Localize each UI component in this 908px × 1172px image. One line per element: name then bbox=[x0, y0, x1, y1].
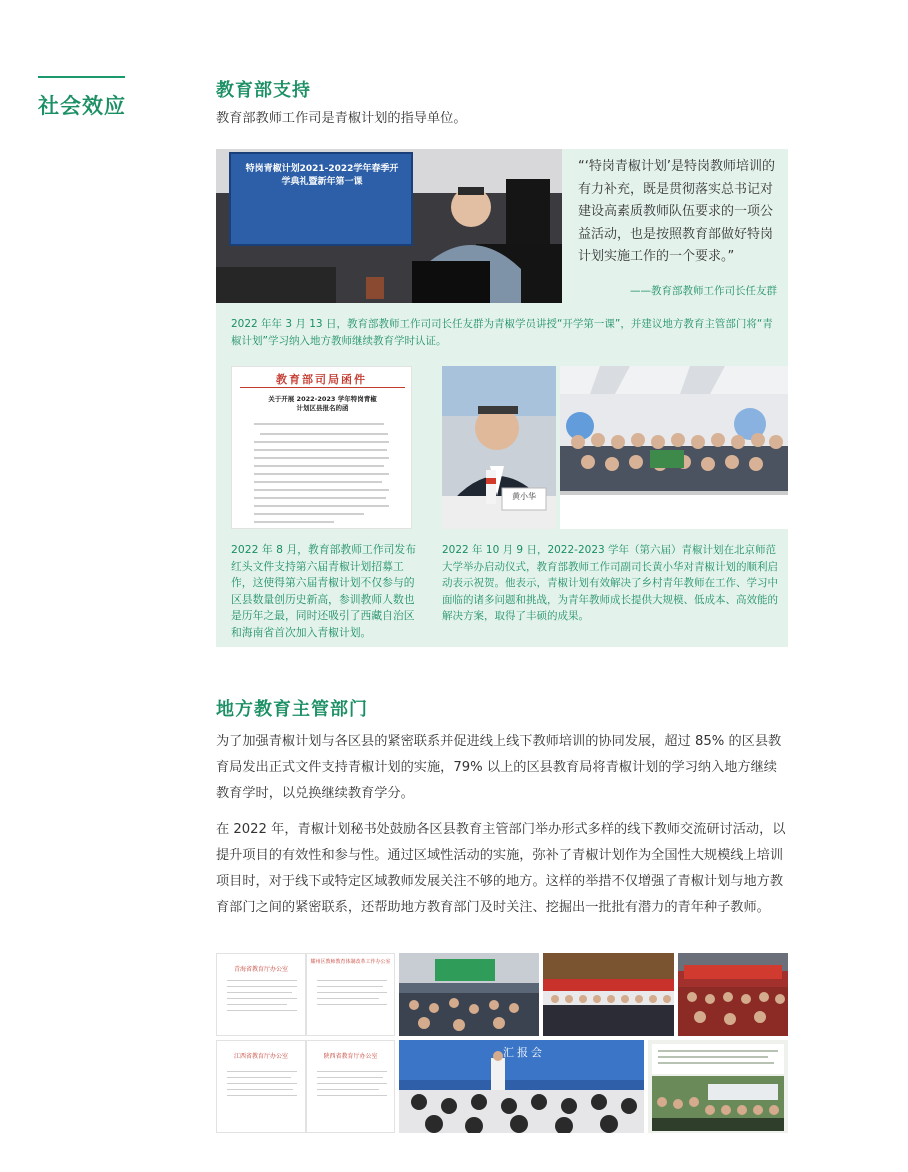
doc-text-line bbox=[317, 998, 379, 999]
doc-text-line bbox=[317, 986, 383, 987]
doc-text-line bbox=[254, 505, 389, 507]
doc-text-line bbox=[317, 1089, 379, 1090]
section-heading-ministry: 教育部支持 bbox=[216, 80, 311, 101]
doc-text-line bbox=[227, 986, 297, 987]
doc-text-line bbox=[227, 1089, 293, 1090]
doc-text-line bbox=[317, 1095, 387, 1096]
doc-text-line bbox=[227, 1095, 297, 1096]
doc-text-line bbox=[254, 457, 389, 459]
doc-text-line bbox=[227, 1083, 297, 1084]
doc-text-line bbox=[317, 1083, 387, 1084]
event-photo-school bbox=[648, 1040, 788, 1133]
doc-header: 教育部司局函件 bbox=[276, 373, 367, 386]
nameplate: 黄小华 bbox=[512, 492, 536, 501]
doc-text-line bbox=[227, 992, 292, 993]
speaker-photo bbox=[442, 366, 556, 529]
caption-launch: 2022 年 10 月 9 日，2022-2023 学年（第六届）青椒计划在北京师范大学举办启动仪式，教育部教师工作司副司长黄小华对青椒计划的顺利启动表示祝贺。他表示，青椒计划有效解决了乡村青年教师在工作、学习中面临的诸多问题和挑战，为青年教师成长提供大规模、低成本、高效能的解决方案，取得了丰硕的成果。 bbox=[442, 544, 778, 622]
doc-text-line bbox=[254, 521, 334, 523]
doc-text-line bbox=[254, 489, 389, 491]
event-photo-hall bbox=[678, 953, 788, 1036]
lecture-photo bbox=[216, 149, 562, 303]
event-photo-group bbox=[543, 953, 674, 1036]
doc-thumb-header: 青海省教育厅办公室 bbox=[233, 966, 288, 973]
document-thumb bbox=[216, 1040, 306, 1133]
doc-thumb-header: 耀州区教师教育体制改革工作办公室 bbox=[310, 959, 391, 965]
local-para-1: 为了加强青椒计划与各区县的紧密联系并促进线上线下教师培训的协同发展，超过 85% 的区县教育局发出正式文件支持青椒计划的实施，79% 以上的区县教育局将青椒计划的学习纳入地方继续教育学时，以兑换继续教育学分。 bbox=[216, 734, 782, 801]
ministry-document-image bbox=[231, 366, 412, 529]
doc-text-line bbox=[227, 1077, 291, 1078]
caption-lecture: 2022 年年 3 月 13 日，教育部教师工作司司长任友群为青椒学员讲授“开学第一课”，并建议地方教育主管部门将“青椒计划”学习纳入地方教师继续教育学时认证。 bbox=[231, 318, 773, 347]
section-heading-local: 地方教育主管部门 bbox=[216, 699, 368, 720]
doc-text-line bbox=[227, 980, 297, 981]
doc-text-line bbox=[227, 1071, 297, 1072]
doc-text-line bbox=[317, 1077, 383, 1078]
doc-text-line bbox=[317, 1071, 387, 1072]
doc-thumb-header: 陕西省教育厅办公室 bbox=[323, 1053, 378, 1060]
event-photo-report bbox=[399, 1040, 644, 1133]
document-thumb bbox=[216, 953, 306, 1036]
caption-document: 2022 年 8 月，教育部教师工作司发布红头文件支持第六届青椒计划招募工作，这使得第六届青椒计划不仅参与的区县数量创历史新高，参训教师人数也是历年之最，同时还吸引了西藏自治区和海南省首次加入青椒计划。 bbox=[231, 543, 417, 639]
report-banner: 汇报会 bbox=[503, 1046, 545, 1059]
doc-text-line bbox=[227, 1004, 287, 1005]
quote-source: ——教育部教师工作司长任友群 bbox=[630, 285, 777, 297]
doc-text-line bbox=[254, 441, 389, 443]
group-photo bbox=[560, 366, 788, 529]
ministry-quote: “‘特岗青椒计划’是特岗教师培训的有力补充，既是贯彻落实总书记对建设高素质教师队伍要求的一项公益活动，也是按照教育部做好特岗计划实施工作的一个要求。” bbox=[578, 159, 775, 264]
local-para-2: 在 2022 年，青椒计划秘书处鼓励各区县教育主管部门举办形式多样的线下教师交流研讨活动，以提升项目的有效性和参与性。通过区域性活动的实施，弥补了青椒计划作为全国性大规模线上培训项目时，对于线下或特定区域教师发展关注不够的地方。这样的举措不仅增强了青椒计划与地方教育部门之间的紧密联系，还帮助地方教育部门及时关注、挖掘出一批批有潜力的青年种子教师。 bbox=[216, 822, 786, 915]
doc-text-line bbox=[254, 473, 389, 475]
slide-title: 特岗青椒计划2021-2022学年春季开学典礼暨新年第一课 bbox=[245, 164, 399, 187]
doc-text-line bbox=[254, 513, 364, 515]
side-title: 社会效应 bbox=[38, 94, 126, 118]
doc-text-line bbox=[227, 998, 297, 999]
event-photo-classroom bbox=[399, 953, 539, 1036]
doc-text-line bbox=[254, 481, 382, 483]
doc-thumb-header: 江西省教育厅办公室 bbox=[233, 1053, 288, 1060]
doc-title: 关于开展 2022-2023 学年特岗青椒计划区县报名的函 bbox=[268, 395, 377, 412]
side-divider bbox=[38, 76, 125, 78]
doc-text-line bbox=[317, 1004, 387, 1005]
doc-text-line bbox=[254, 423, 384, 425]
doc-text-line bbox=[260, 433, 388, 435]
doc-text-line bbox=[254, 497, 386, 499]
doc-text-line bbox=[317, 992, 387, 993]
doc-text-line bbox=[254, 449, 387, 451]
document-thumb bbox=[306, 953, 395, 1036]
doc-text-line bbox=[254, 465, 384, 467]
document-thumb bbox=[306, 1040, 395, 1133]
ministry-intro: 教育部教师工作司是青椒计划的指导单位。 bbox=[216, 111, 467, 126]
doc-text-line bbox=[317, 980, 387, 981]
doc-text-line bbox=[227, 1010, 297, 1011]
doc-red-rule bbox=[240, 387, 405, 388]
